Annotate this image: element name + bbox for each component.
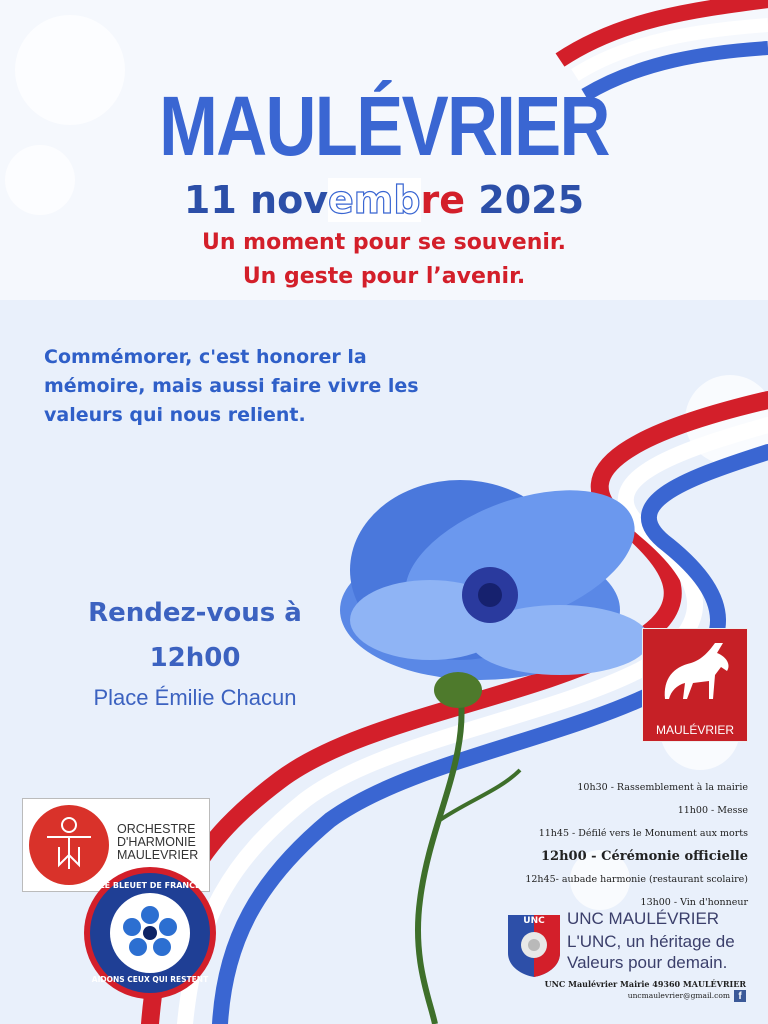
orchestra-line: D'HARMONIE	[117, 835, 196, 849]
event-date	[0, 178, 768, 222]
town-logo-label: MAULÉVRIER	[655, 723, 735, 737]
town-logo	[642, 628, 748, 742]
meeting-time: 12h00	[149, 643, 241, 673]
unc-title: UNC MAULÉVRIER	[567, 909, 720, 928]
intro-line: valeurs qui nous relient.	[44, 404, 306, 426]
unc-slogan-2: Valeurs pour demain.	[567, 953, 728, 972]
orchestra-line: MAULEVRIER	[117, 848, 199, 862]
tagline-2: Un geste pour l’avenir.	[242, 264, 526, 289]
programme-item: 11h00 - Messe	[677, 805, 748, 816]
bleuet-badge	[82, 865, 218, 1001]
date-part-1: 11 nov	[183, 178, 328, 222]
bleuet-bottom-text: AIDONS CEUX QUI RESTENT	[91, 975, 209, 984]
meeting-place: Place Émilie Chacun	[93, 685, 297, 710]
date-part-3: re	[420, 178, 466, 222]
unc-email: uncmaulevrier@gmail.com	[627, 991, 730, 1000]
intro-line: Commémorer, c'est honorer la	[44, 346, 367, 368]
facebook-icon[interactable]: f	[734, 990, 746, 1002]
page-title: MAULÉVRIER	[159, 79, 609, 173]
intro-line: mémoire, mais aussi faire vivre les	[44, 375, 419, 397]
programme-item: 13h00 - Vin d'honneur	[640, 897, 748, 908]
meeting-label: Rendez-vous à	[88, 598, 302, 628]
intro-text	[44, 343, 424, 430]
programme	[488, 776, 748, 914]
unc-shield	[506, 913, 562, 979]
programme-item: 12h45- aubade harmonie (restaurant scolaire)	[525, 874, 748, 885]
programme-item: 10h30 - Rassemblement à la mairie	[577, 782, 748, 793]
unc-address: UNC Maulévrier Mairie 49360 MAULÉVRIER	[544, 979, 746, 989]
greyhound-icon	[643, 629, 747, 719]
bleuet-top-text: LE BLEUET DE FRANCE	[99, 881, 201, 890]
programme-item: 11h45 - Défilé vers le Monument aux morts	[538, 828, 748, 839]
unc-badge-text: UNC	[523, 916, 545, 926]
tagline-1: Un moment pour se souvenir.	[201, 230, 567, 255]
unc-slogan-1: L'UNC, un héritage de	[567, 932, 735, 951]
orchestra-line: ORCHESTRE	[117, 822, 196, 836]
programme-item: 12h00 - Cérémonie officielle	[541, 849, 748, 864]
date-part-4: 2025	[465, 178, 585, 222]
date-part-2: emb	[327, 178, 421, 222]
